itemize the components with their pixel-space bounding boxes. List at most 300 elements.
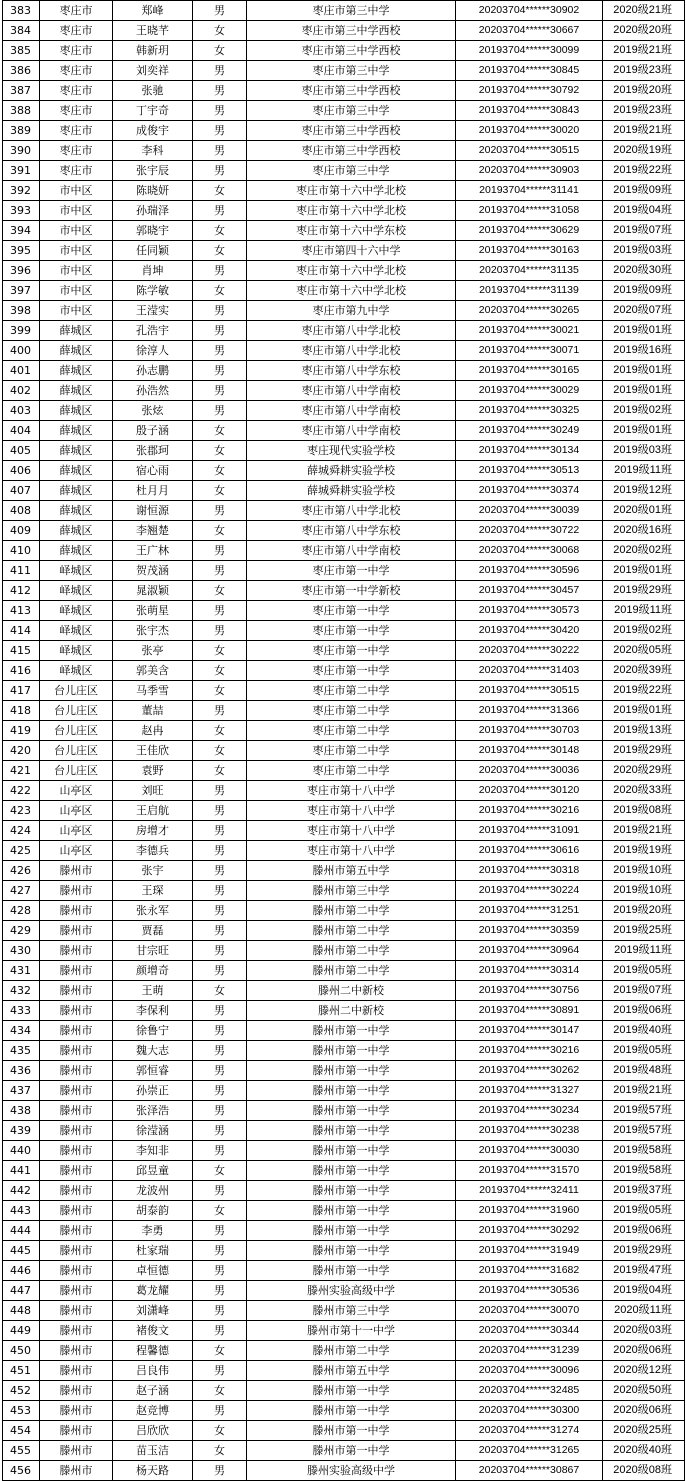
class-cell: 2019级03班 bbox=[603, 241, 685, 261]
school-cell: 滕州市第二中学 bbox=[247, 901, 456, 921]
student-id-cell: 20203704******30722 bbox=[456, 521, 603, 541]
table-row bbox=[3, 601, 685, 621]
row-number-cell: 418 bbox=[3, 701, 40, 721]
student-id-cell: 20193704******30163 bbox=[456, 241, 603, 261]
gender-cell: 女 bbox=[193, 421, 247, 441]
row-number-cell: 444 bbox=[3, 1221, 40, 1241]
region-cell: 滕州市 bbox=[40, 1401, 113, 1421]
table-row bbox=[3, 361, 685, 381]
class-cell: 2019级06班 bbox=[603, 1221, 685, 1241]
student-name-cell: 李勇 bbox=[113, 1221, 193, 1241]
table-row bbox=[3, 1461, 685, 1481]
gender-cell: 男 bbox=[193, 321, 247, 341]
region-cell: 枣庄市 bbox=[40, 21, 113, 41]
region-cell: 台儿庄区 bbox=[40, 761, 113, 781]
table-row bbox=[3, 121, 685, 141]
region-cell: 峄城区 bbox=[40, 621, 113, 641]
table-row bbox=[3, 901, 685, 921]
school-cell: 枣庄市第八中学南校 bbox=[247, 381, 456, 401]
table-row bbox=[3, 1101, 685, 1121]
student-id-cell: 20203704******31135 bbox=[456, 261, 603, 281]
row-number-cell: 409 bbox=[3, 521, 40, 541]
school-cell: 滕州市第一中学 bbox=[247, 1061, 456, 1081]
region-cell: 台儿庄区 bbox=[40, 741, 113, 761]
gender-cell: 男 bbox=[193, 1181, 247, 1201]
table-row bbox=[3, 1221, 685, 1241]
school-cell: 枣庄市第十六中学北校 bbox=[247, 181, 456, 201]
class-cell: 2019级09班 bbox=[603, 181, 685, 201]
student-name-cell: 陈晓妍 bbox=[113, 181, 193, 201]
student-list-table bbox=[2, 0, 685, 1481]
class-cell: 2019级05班 bbox=[603, 1201, 685, 1221]
school-cell: 枣庄市第十六中学北校 bbox=[247, 281, 456, 301]
student-name-cell: 张亭 bbox=[113, 641, 193, 661]
student-name-cell: 肖坤 bbox=[113, 261, 193, 281]
region-cell: 滕州市 bbox=[40, 1001, 113, 1021]
region-cell: 滕州市 bbox=[40, 1341, 113, 1361]
student-name-cell: 马季雪 bbox=[113, 681, 193, 701]
table-row bbox=[3, 561, 685, 581]
gender-cell: 男 bbox=[193, 701, 247, 721]
class-cell: 2019级21班 bbox=[603, 41, 685, 61]
gender-cell: 女 bbox=[193, 1421, 247, 1441]
gender-cell: 男 bbox=[193, 1041, 247, 1061]
row-number-cell: 386 bbox=[3, 61, 40, 81]
student-id-cell: 20203704******30096 bbox=[456, 1361, 603, 1381]
student-name-cell: 吕良伟 bbox=[113, 1361, 193, 1381]
student-name-cell: 张宇 bbox=[113, 861, 193, 881]
student-name-cell: 王滢实 bbox=[113, 301, 193, 321]
region-cell: 枣庄市 bbox=[40, 61, 113, 81]
gender-cell: 女 bbox=[193, 741, 247, 761]
row-number-cell: 388 bbox=[3, 101, 40, 121]
class-cell: 2019级01班 bbox=[603, 381, 685, 401]
gender-cell: 男 bbox=[193, 1141, 247, 1161]
student-id-cell: 20193704******30147 bbox=[456, 1021, 603, 1041]
student-id-cell: 20193704******30629 bbox=[456, 221, 603, 241]
student-name-cell: 李保利 bbox=[113, 1001, 193, 1021]
class-cell: 2019级22班 bbox=[603, 161, 685, 181]
region-cell: 枣庄市 bbox=[40, 161, 113, 181]
student-name-cell: 郭晓宇 bbox=[113, 221, 193, 241]
student-name-cell: 吕欣欣 bbox=[113, 1421, 193, 1441]
table-row bbox=[3, 581, 685, 601]
gender-cell: 女 bbox=[193, 281, 247, 301]
student-name-cell: 王广林 bbox=[113, 541, 193, 561]
class-cell: 2020级16班 bbox=[603, 521, 685, 541]
student-id-cell: 20203704******30902 bbox=[456, 1, 603, 21]
class-cell: 2019级07班 bbox=[603, 981, 685, 1001]
gender-cell: 女 bbox=[193, 521, 247, 541]
region-cell: 滕州市 bbox=[40, 881, 113, 901]
table-row bbox=[3, 1361, 685, 1381]
region-cell: 滕州市 bbox=[40, 1281, 113, 1301]
table-row bbox=[3, 721, 685, 741]
student-name-cell: 袁野 bbox=[113, 761, 193, 781]
school-cell: 滕州市第一中学 bbox=[247, 1201, 456, 1221]
school-cell: 滕州市第一中学 bbox=[247, 1041, 456, 1061]
class-cell: 2019级02班 bbox=[603, 401, 685, 421]
region-cell: 薛城区 bbox=[40, 441, 113, 461]
school-cell: 枣庄市第一中学新校 bbox=[247, 581, 456, 601]
school-cell: 薛城舜耕实验学校 bbox=[247, 461, 456, 481]
region-cell: 峄城区 bbox=[40, 661, 113, 681]
row-number-cell: 407 bbox=[3, 481, 40, 501]
student-id-cell: 20203704******30300 bbox=[456, 1401, 603, 1421]
student-name-cell: 苗玉洁 bbox=[113, 1441, 193, 1461]
table-row bbox=[3, 841, 685, 861]
student-id-cell: 20193704******30792 bbox=[456, 81, 603, 101]
row-number-cell: 402 bbox=[3, 381, 40, 401]
region-cell: 市中区 bbox=[40, 201, 113, 221]
class-cell: 2020级11班 bbox=[603, 1301, 685, 1321]
region-cell: 滕州市 bbox=[40, 1361, 113, 1381]
student-name-cell: 刘奕祥 bbox=[113, 61, 193, 81]
student-name-cell: 张宇辰 bbox=[113, 161, 193, 181]
class-cell: 2020级02班 bbox=[603, 541, 685, 561]
gender-cell: 男 bbox=[193, 1401, 247, 1421]
table-row bbox=[3, 961, 685, 981]
region-cell: 市中区 bbox=[40, 281, 113, 301]
gender-cell: 男 bbox=[193, 1101, 247, 1121]
region-cell: 枣庄市 bbox=[40, 41, 113, 61]
class-cell: 2019级58班 bbox=[603, 1141, 685, 1161]
region-cell: 峄城区 bbox=[40, 601, 113, 621]
table-row bbox=[3, 781, 685, 801]
school-cell: 滕州二中新校 bbox=[247, 1001, 456, 1021]
school-cell: 滕州市第一中学 bbox=[247, 1441, 456, 1461]
school-cell: 枣庄市第二中学 bbox=[247, 681, 456, 701]
school-cell: 枣庄市第一中学 bbox=[247, 621, 456, 641]
table-row bbox=[3, 1401, 685, 1421]
school-cell: 滕州市第一中学 bbox=[247, 1401, 456, 1421]
student-id-cell: 20193704******30292 bbox=[456, 1221, 603, 1241]
table-row bbox=[3, 921, 685, 941]
region-cell: 滕州市 bbox=[40, 1181, 113, 1201]
student-name-cell: 贾磊 bbox=[113, 921, 193, 941]
region-cell: 薛城区 bbox=[40, 341, 113, 361]
gender-cell: 男 bbox=[193, 61, 247, 81]
school-cell: 枣庄市第八中学北校 bbox=[247, 501, 456, 521]
gender-cell: 女 bbox=[193, 681, 247, 701]
table-row bbox=[3, 1301, 685, 1321]
student-id-cell: 20193704******30148 bbox=[456, 741, 603, 761]
table-row bbox=[3, 101, 685, 121]
school-cell: 滕州市第三中学 bbox=[247, 1301, 456, 1321]
student-id-cell: 20193704******30515 bbox=[456, 681, 603, 701]
class-cell: 2019级03班 bbox=[603, 441, 685, 461]
table-row bbox=[3, 1021, 685, 1041]
class-cell: 2019级16班 bbox=[603, 341, 685, 361]
student-name-cell: 陈学敏 bbox=[113, 281, 193, 301]
class-cell: 2019级05班 bbox=[603, 1041, 685, 1061]
class-cell: 2019级25班 bbox=[603, 921, 685, 941]
region-cell: 薛城区 bbox=[40, 481, 113, 501]
student-name-cell: 张萌星 bbox=[113, 601, 193, 621]
student-name-cell: 葛龙耀 bbox=[113, 1281, 193, 1301]
student-id-cell: 20193704******30891 bbox=[456, 1001, 603, 1021]
student-name-cell: 郭恒睿 bbox=[113, 1061, 193, 1081]
region-cell: 滕州市 bbox=[40, 1021, 113, 1041]
row-number-cell: 441 bbox=[3, 1161, 40, 1181]
row-number-cell: 399 bbox=[3, 321, 40, 341]
student-name-cell: 王琛 bbox=[113, 881, 193, 901]
row-number-cell: 419 bbox=[3, 721, 40, 741]
school-cell: 滕州市第五中学 bbox=[247, 861, 456, 881]
row-number-cell: 436 bbox=[3, 1061, 40, 1081]
gender-cell: 男 bbox=[193, 621, 247, 641]
gender-cell: 男 bbox=[193, 1121, 247, 1141]
table-row bbox=[3, 221, 685, 241]
gender-cell: 男 bbox=[193, 1081, 247, 1101]
student-name-cell: 谢恒源 bbox=[113, 501, 193, 521]
school-cell: 枣庄市第八中学东校 bbox=[247, 361, 456, 381]
row-number-cell: 417 bbox=[3, 681, 40, 701]
gender-cell: 男 bbox=[193, 1241, 247, 1261]
school-cell: 枣庄市第三中学西校 bbox=[247, 121, 456, 141]
row-number-cell: 395 bbox=[3, 241, 40, 261]
region-cell: 枣庄市 bbox=[40, 121, 113, 141]
gender-cell: 女 bbox=[193, 641, 247, 661]
gender-cell: 男 bbox=[193, 501, 247, 521]
student-name-cell: 徐滢涵 bbox=[113, 1121, 193, 1141]
student-id-cell: 20193704******30513 bbox=[456, 461, 603, 481]
class-cell: 2019级04班 bbox=[603, 1281, 685, 1301]
student-name-cell: 刘潇峰 bbox=[113, 1301, 193, 1321]
student-id-cell: 20203704******31239 bbox=[456, 1341, 603, 1361]
gender-cell: 男 bbox=[193, 1301, 247, 1321]
class-cell: 2020级06班 bbox=[603, 1341, 685, 1361]
student-name-cell: 颜增奇 bbox=[113, 961, 193, 981]
gender-cell: 女 bbox=[193, 1341, 247, 1361]
student-id-cell: 20203704******30903 bbox=[456, 161, 603, 181]
row-number-cell: 453 bbox=[3, 1401, 40, 1421]
row-number-cell: 400 bbox=[3, 341, 40, 361]
gender-cell: 男 bbox=[193, 601, 247, 621]
row-number-cell: 433 bbox=[3, 1001, 40, 1021]
student-name-cell: 孔浩宇 bbox=[113, 321, 193, 341]
row-number-cell: 411 bbox=[3, 561, 40, 581]
school-cell: 枣庄市第一中学 bbox=[247, 641, 456, 661]
gender-cell: 女 bbox=[193, 1441, 247, 1461]
row-number-cell: 447 bbox=[3, 1281, 40, 1301]
class-cell: 2020级25班 bbox=[603, 1421, 685, 1441]
student-id-cell: 20193704******30374 bbox=[456, 481, 603, 501]
row-number-cell: 432 bbox=[3, 981, 40, 1001]
gender-cell: 男 bbox=[193, 261, 247, 281]
region-cell: 滕州市 bbox=[40, 1061, 113, 1081]
student-id-cell: 20193704******32411 bbox=[456, 1181, 603, 1201]
student-id-cell: 20193704******30134 bbox=[456, 441, 603, 461]
student-name-cell: 程馨德 bbox=[113, 1341, 193, 1361]
table-row bbox=[3, 701, 685, 721]
student-id-cell: 20193704******30262 bbox=[456, 1061, 603, 1081]
school-cell: 枣庄市第十六中学北校 bbox=[247, 261, 456, 281]
table-row bbox=[3, 461, 685, 481]
gender-cell: 女 bbox=[193, 181, 247, 201]
school-cell: 滕州市第二中学 bbox=[247, 921, 456, 941]
region-cell: 滕州市 bbox=[40, 1221, 113, 1241]
table-row bbox=[3, 661, 685, 681]
class-cell: 2020级06班 bbox=[603, 1401, 685, 1421]
school-cell: 滕州市第二中学 bbox=[247, 961, 456, 981]
school-cell: 枣庄市第十八中学 bbox=[247, 841, 456, 861]
table-row bbox=[3, 1201, 685, 1221]
school-cell: 枣庄市第一中学 bbox=[247, 601, 456, 621]
table-row bbox=[3, 281, 685, 301]
student-name-cell: 甘宗旺 bbox=[113, 941, 193, 961]
school-cell: 滕州市第三中学 bbox=[247, 881, 456, 901]
gender-cell: 女 bbox=[193, 1161, 247, 1181]
class-cell: 2019级47班 bbox=[603, 1261, 685, 1281]
class-cell: 2019级23班 bbox=[603, 61, 685, 81]
table-row bbox=[3, 881, 685, 901]
school-cell: 滕州实验高级中学 bbox=[247, 1281, 456, 1301]
student-id-cell: 20193704******30845 bbox=[456, 61, 603, 81]
class-cell: 2019级37班 bbox=[603, 1181, 685, 1201]
student-id-cell: 20193704******30029 bbox=[456, 381, 603, 401]
student-id-cell: 20193704******30099 bbox=[456, 41, 603, 61]
school-cell: 枣庄市第三中学 bbox=[247, 61, 456, 81]
student-name-cell: 赵子涵 bbox=[113, 1381, 193, 1401]
school-cell: 滕州市第十一中学 bbox=[247, 1321, 456, 1341]
student-id-cell: 20193704******30756 bbox=[456, 981, 603, 1001]
class-cell: 2019级10班 bbox=[603, 881, 685, 901]
gender-cell: 男 bbox=[193, 1461, 247, 1481]
gender-cell: 女 bbox=[193, 41, 247, 61]
student-name-cell: 郑峰 bbox=[113, 1, 193, 21]
table-row bbox=[3, 1281, 685, 1301]
row-number-cell: 393 bbox=[3, 201, 40, 221]
gender-cell: 男 bbox=[193, 121, 247, 141]
class-cell: 2019级20班 bbox=[603, 81, 685, 101]
table-row bbox=[3, 241, 685, 261]
student-name-cell: 晁淑颖 bbox=[113, 581, 193, 601]
class-cell: 2019级09班 bbox=[603, 281, 685, 301]
row-number-cell: 450 bbox=[3, 1341, 40, 1361]
table-row bbox=[3, 1241, 685, 1261]
row-number-cell: 384 bbox=[3, 21, 40, 41]
class-cell: 2020级33班 bbox=[603, 781, 685, 801]
school-cell: 枣庄市第十八中学 bbox=[247, 801, 456, 821]
class-cell: 2019级01班 bbox=[603, 561, 685, 581]
student-name-cell: 贺茂涵 bbox=[113, 561, 193, 581]
table-body bbox=[3, 1, 685, 1481]
region-cell: 台儿庄区 bbox=[40, 701, 113, 721]
school-cell: 滕州市第二中学 bbox=[247, 1341, 456, 1361]
student-id-cell: 20193704******30165 bbox=[456, 361, 603, 381]
school-cell: 枣庄市第三中学西校 bbox=[247, 81, 456, 101]
region-cell: 枣庄市 bbox=[40, 101, 113, 121]
row-number-cell: 389 bbox=[3, 121, 40, 141]
gender-cell: 男 bbox=[193, 141, 247, 161]
class-cell: 2019级13班 bbox=[603, 721, 685, 741]
row-number-cell: 438 bbox=[3, 1101, 40, 1121]
student-name-cell: 杜家瑞 bbox=[113, 1241, 193, 1261]
row-number-cell: 412 bbox=[3, 581, 40, 601]
class-cell: 2020级08班 bbox=[603, 1461, 685, 1481]
school-cell: 枣庄市第十六中学北校 bbox=[247, 201, 456, 221]
student-id-cell: 20193704******30216 bbox=[456, 801, 603, 821]
row-number-cell: 403 bbox=[3, 401, 40, 421]
student-id-cell: 20193704******30238 bbox=[456, 1121, 603, 1141]
gender-cell: 女 bbox=[193, 1201, 247, 1221]
table-row bbox=[3, 1, 685, 21]
student-id-cell: 20193704******30020 bbox=[456, 121, 603, 141]
table-row bbox=[3, 341, 685, 361]
school-cell: 滕州实验高级中学 bbox=[247, 1461, 456, 1481]
class-cell: 2020级50班 bbox=[603, 1381, 685, 1401]
class-cell: 2020级40班 bbox=[603, 1441, 685, 1461]
school-cell: 滕州市第一中学 bbox=[247, 1261, 456, 1281]
class-cell: 2019级12班 bbox=[603, 481, 685, 501]
row-number-cell: 431 bbox=[3, 961, 40, 981]
class-cell: 2019级21班 bbox=[603, 1081, 685, 1101]
region-cell: 峄城区 bbox=[40, 641, 113, 661]
student-id-cell: 20193704******31682 bbox=[456, 1261, 603, 1281]
student-id-cell: 20203704******31403 bbox=[456, 661, 603, 681]
gender-cell: 男 bbox=[193, 161, 247, 181]
region-cell: 枣庄市 bbox=[40, 81, 113, 101]
school-cell: 滕州市第二中学 bbox=[247, 941, 456, 961]
student-id-cell: 20203704******30070 bbox=[456, 1301, 603, 1321]
student-name-cell: 龙波州 bbox=[113, 1181, 193, 1201]
gender-cell: 女 bbox=[193, 661, 247, 681]
student-id-cell: 20203704******30039 bbox=[456, 501, 603, 521]
region-cell: 滕州市 bbox=[40, 1161, 113, 1181]
school-cell: 滕州市第五中学 bbox=[247, 1361, 456, 1381]
student-id-cell: 20193704******30071 bbox=[456, 341, 603, 361]
class-cell: 2019级05班 bbox=[603, 961, 685, 981]
school-cell: 滕州市第一中学 bbox=[247, 1181, 456, 1201]
student-name-cell: 李科 bbox=[113, 141, 193, 161]
school-cell: 薛城舜耕实验学校 bbox=[247, 481, 456, 501]
gender-cell: 女 bbox=[193, 221, 247, 241]
table-row bbox=[3, 521, 685, 541]
region-cell: 山亭区 bbox=[40, 801, 113, 821]
student-name-cell: 郭美含 bbox=[113, 661, 193, 681]
gender-cell: 男 bbox=[193, 1361, 247, 1381]
school-cell: 枣庄市第三中学西校 bbox=[247, 41, 456, 61]
row-number-cell: 416 bbox=[3, 661, 40, 681]
class-cell: 2019级06班 bbox=[603, 1001, 685, 1021]
table-row bbox=[3, 21, 685, 41]
student-id-cell: 20193704******31091 bbox=[456, 821, 603, 841]
gender-cell: 女 bbox=[193, 461, 247, 481]
student-id-cell: 20193704******30249 bbox=[456, 421, 603, 441]
student-name-cell: 褚俊文 bbox=[113, 1321, 193, 1341]
student-id-cell: 20193704******30234 bbox=[456, 1101, 603, 1121]
class-cell: 2019级01班 bbox=[603, 361, 685, 381]
gender-cell: 男 bbox=[193, 881, 247, 901]
region-cell: 滕州市 bbox=[40, 1101, 113, 1121]
region-cell: 滕州市 bbox=[40, 1441, 113, 1461]
region-cell: 滕州市 bbox=[40, 981, 113, 1001]
student-name-cell: 张炫 bbox=[113, 401, 193, 421]
student-id-cell: 20203704******30036 bbox=[456, 761, 603, 781]
row-number-cell: 383 bbox=[3, 1, 40, 21]
row-number-cell: 443 bbox=[3, 1201, 40, 1221]
region-cell: 台儿庄区 bbox=[40, 721, 113, 741]
gender-cell: 男 bbox=[193, 361, 247, 381]
class-cell: 2019级23班 bbox=[603, 101, 685, 121]
student-name-cell: 杨天路 bbox=[113, 1461, 193, 1481]
student-name-cell: 孙崇正 bbox=[113, 1081, 193, 1101]
gender-cell: 男 bbox=[193, 81, 247, 101]
table-row bbox=[3, 981, 685, 1001]
region-cell: 山亭区 bbox=[40, 781, 113, 801]
row-number-cell: 410 bbox=[3, 541, 40, 561]
